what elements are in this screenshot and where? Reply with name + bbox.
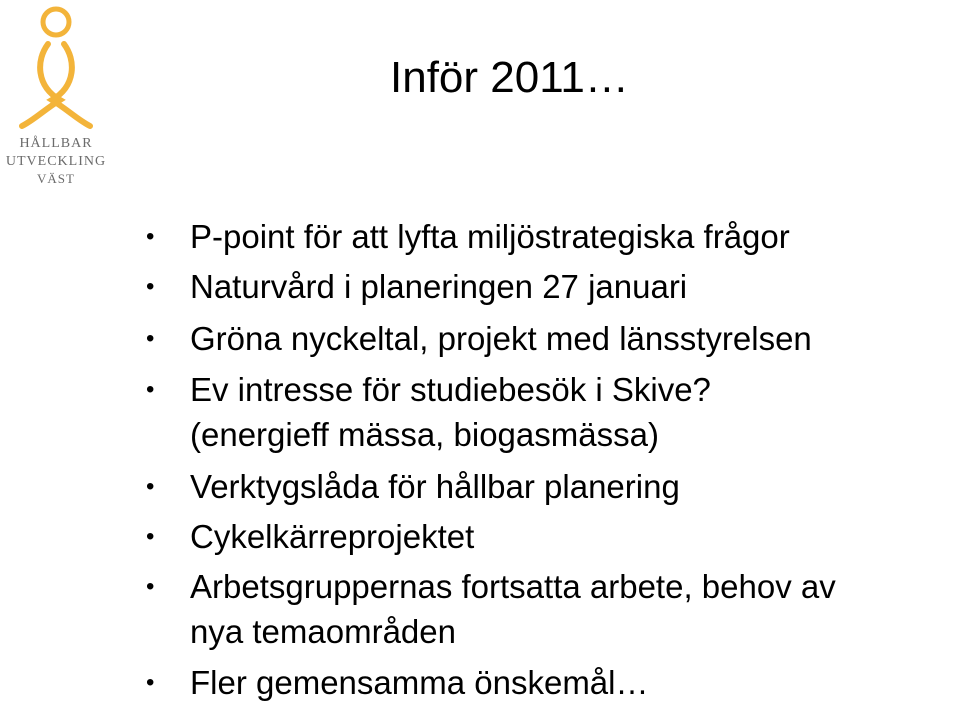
bullet-item: Arbetsgruppernas fortsatta arbete, behov av (190, 568, 836, 605)
bullet-item: Naturvård i planeringen 27 januari (190, 268, 688, 305)
bullet-icon: • (146, 376, 155, 403)
bullet-icon: • (146, 223, 155, 250)
bullet-icon: • (146, 523, 155, 550)
logo-text-line1: HÅLLBAR (19, 136, 93, 151)
bullet-icon: • (146, 669, 155, 696)
bullet-item: Cykelkärreprojektet (190, 518, 475, 555)
bullet-item: Verktygslåda för hållbar planering (190, 468, 680, 505)
slide-title: Inför 2011… (390, 53, 629, 102)
bullet-item: Ev intresse för studiebesök i Skive? (190, 371, 711, 408)
bullet-icon: • (146, 573, 155, 600)
bullet-item: Fler gemensamma önskemål… (190, 664, 649, 701)
bullet-item-continuation: nya temaområden (190, 613, 456, 650)
bullet-item: Gröna nyckeltal, projekt med länsstyrelsen (190, 320, 812, 357)
bullet-icon: • (146, 273, 155, 300)
bullet-icon: • (146, 473, 155, 500)
logo-text-line2: UTVECKLING (5, 154, 107, 169)
logo-text-line3: VÄST (37, 171, 75, 186)
bullet-icon: • (146, 325, 155, 352)
bullet-item: P-point för att lyfta miljöstrategiska frågor (190, 218, 790, 255)
bullet-item-continuation: (energieff mässa, biogasmässa) (190, 416, 659, 453)
